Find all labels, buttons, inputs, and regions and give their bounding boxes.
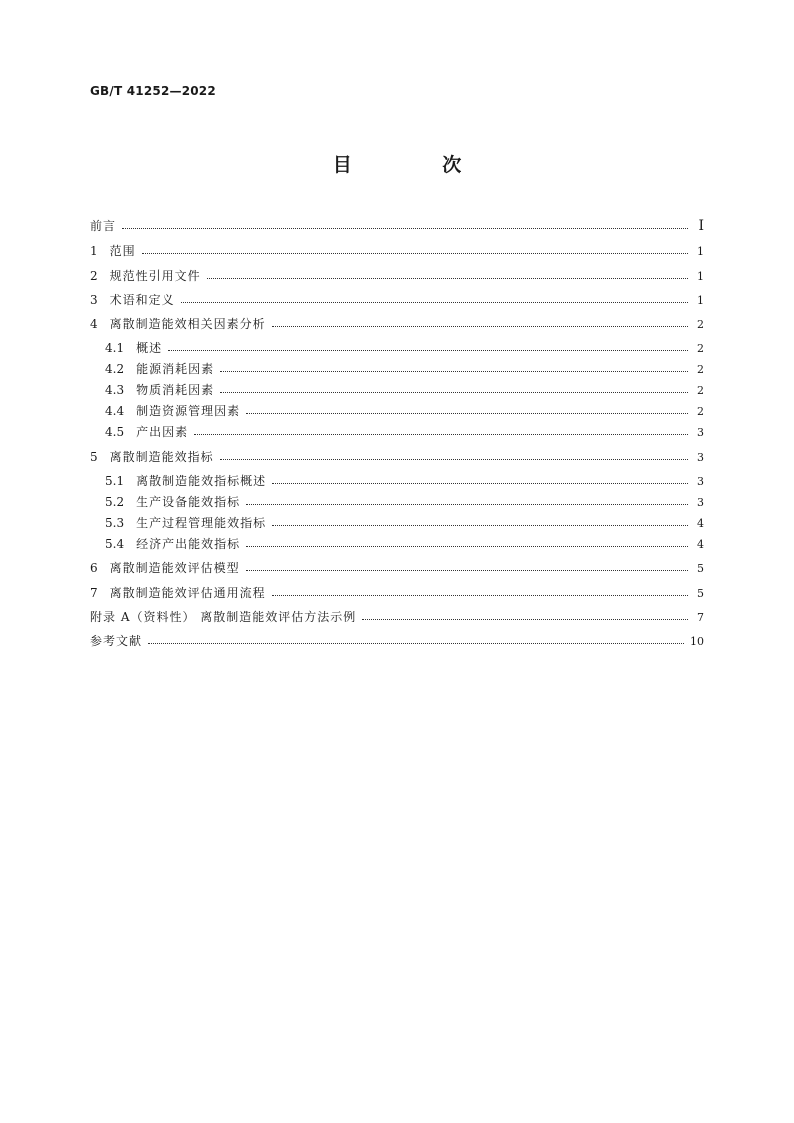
dot-leader bbox=[272, 326, 688, 327]
dot-leader bbox=[181, 302, 688, 303]
toc-entry[interactable] bbox=[90, 266, 704, 286]
toc-entry[interactable] bbox=[90, 492, 704, 512]
dot-leader bbox=[207, 278, 688, 279]
toc-entry-number: 4 bbox=[90, 317, 98, 331]
toc-entry[interactable] bbox=[90, 471, 704, 491]
toc-entry-label: 离散制造能效指标 bbox=[109, 450, 214, 464]
toc-entry-number: 2 bbox=[90, 269, 98, 283]
toc-entry-number: 4.5 bbox=[105, 425, 125, 439]
toc-entry[interactable] bbox=[90, 513, 704, 533]
dot-leader bbox=[220, 371, 688, 372]
toc-entry-number: 6 bbox=[90, 561, 98, 575]
toc-entry-page: 2 bbox=[697, 363, 704, 376]
toc-entry[interactable] bbox=[90, 241, 704, 261]
dot-leader bbox=[220, 392, 688, 393]
toc-entry-number: 5.1 bbox=[105, 474, 125, 488]
toc-entry-label: 能源消耗因素 bbox=[136, 362, 215, 376]
toc-entry-page: 2 bbox=[697, 405, 704, 418]
toc-entry-label: 附录 A（资料性） 离散制造能效评估方法示例 bbox=[90, 610, 357, 624]
toc-entry-number: 5.2 bbox=[105, 495, 125, 509]
toc-entry-page: 10 bbox=[690, 635, 704, 648]
toc-entry[interactable] bbox=[90, 631, 704, 651]
dot-leader bbox=[122, 228, 688, 229]
toc-entry-number: 1 bbox=[90, 244, 98, 258]
toc-entry-number: 3 bbox=[90, 293, 98, 307]
toc-entry-page: 3 bbox=[697, 496, 704, 509]
toc-entry-label: 物质消耗因素 bbox=[136, 383, 215, 397]
toc-entry-label: 参考文献 bbox=[90, 634, 143, 648]
toc-entry-page: I bbox=[698, 218, 704, 234]
page-title: 目 次 bbox=[332, 154, 504, 176]
toc-entry-page: 2 bbox=[697, 342, 704, 355]
dot-leader bbox=[194, 434, 688, 435]
toc-entry-page: 1 bbox=[697, 245, 704, 258]
dot-leader bbox=[272, 483, 688, 484]
toc-entry-number: 4.1 bbox=[105, 341, 125, 355]
toc-entry-page: 1 bbox=[697, 294, 704, 307]
toc-entry-label: 离散制造能效指标概述 bbox=[136, 474, 267, 488]
dot-leader bbox=[142, 253, 688, 254]
standard-code: GB/T 41252—2022 bbox=[90, 84, 216, 98]
toc-entry[interactable] bbox=[90, 607, 704, 627]
toc-entry-page: 4 bbox=[697, 538, 704, 551]
dot-leader bbox=[148, 643, 684, 644]
toc-entry[interactable] bbox=[90, 447, 704, 467]
dot-leader bbox=[362, 619, 688, 620]
toc-entry-page: 5 bbox=[697, 562, 704, 575]
toc-entry-number: 5.4 bbox=[105, 537, 125, 551]
toc-entry-page: 5 bbox=[697, 587, 704, 600]
toc-entry[interactable] bbox=[90, 380, 704, 400]
toc-entry[interactable] bbox=[90, 583, 704, 603]
toc-entry[interactable] bbox=[90, 359, 704, 379]
toc-entry-page: 4 bbox=[697, 517, 704, 530]
dot-leader bbox=[246, 570, 688, 571]
toc-entry[interactable] bbox=[90, 422, 704, 442]
dot-leader bbox=[246, 546, 688, 547]
dot-leader bbox=[246, 504, 688, 505]
toc-entry-label: 范围 bbox=[109, 244, 136, 258]
toc-entry-number: 5.3 bbox=[105, 516, 125, 530]
toc-entry-label: 概述 bbox=[136, 341, 163, 355]
toc-entry-page: 3 bbox=[697, 426, 704, 439]
toc-entry[interactable] bbox=[90, 216, 704, 236]
toc-entry[interactable] bbox=[90, 558, 704, 578]
toc-entry-number: 7 bbox=[90, 586, 98, 600]
dot-leader bbox=[246, 413, 688, 414]
toc-entry[interactable] bbox=[90, 290, 704, 310]
toc-entry-label: 生产设备能效指标 bbox=[136, 495, 241, 509]
toc-entry-number: 4.2 bbox=[105, 362, 125, 376]
toc-entry-label: 制造资源管理因素 bbox=[136, 404, 241, 418]
toc-entry[interactable] bbox=[90, 401, 704, 421]
toc-entry-label: 规范性引用文件 bbox=[109, 269, 201, 283]
toc-entry-label: 前言 bbox=[90, 219, 117, 233]
toc-entry-label: 产出因素 bbox=[136, 425, 189, 439]
toc-entry-label: 离散制造能效评估模型 bbox=[109, 561, 240, 575]
toc-entry-label: 生产过程管理能效指标 bbox=[136, 516, 267, 530]
toc-entry[interactable] bbox=[90, 534, 704, 554]
toc-entry-number: 5 bbox=[90, 450, 98, 464]
dot-leader bbox=[168, 350, 688, 351]
toc-entry-page: 3 bbox=[697, 451, 704, 464]
toc-entry-page: 7 bbox=[697, 611, 704, 624]
dot-leader bbox=[220, 459, 688, 460]
toc-entry-page: 1 bbox=[697, 270, 704, 283]
toc-entry-label: 术语和定义 bbox=[109, 293, 175, 307]
toc-entry-number: 4.4 bbox=[105, 404, 125, 418]
toc-entry[interactable] bbox=[90, 314, 704, 334]
toc-entry[interactable] bbox=[90, 338, 704, 358]
toc-entry-page: 2 bbox=[697, 384, 704, 397]
toc-entry-number: 4.3 bbox=[105, 383, 125, 397]
toc-entry-page: 3 bbox=[697, 475, 704, 488]
toc-entry-label: 离散制造能效评估通用流程 bbox=[109, 586, 266, 600]
dot-leader bbox=[272, 525, 688, 526]
toc-entry-label: 经济产出能效指标 bbox=[136, 537, 241, 551]
dot-leader bbox=[272, 595, 688, 596]
toc-entry-page: 2 bbox=[697, 318, 704, 331]
toc-entry-label: 离散制造能效相关因素分析 bbox=[109, 317, 266, 331]
